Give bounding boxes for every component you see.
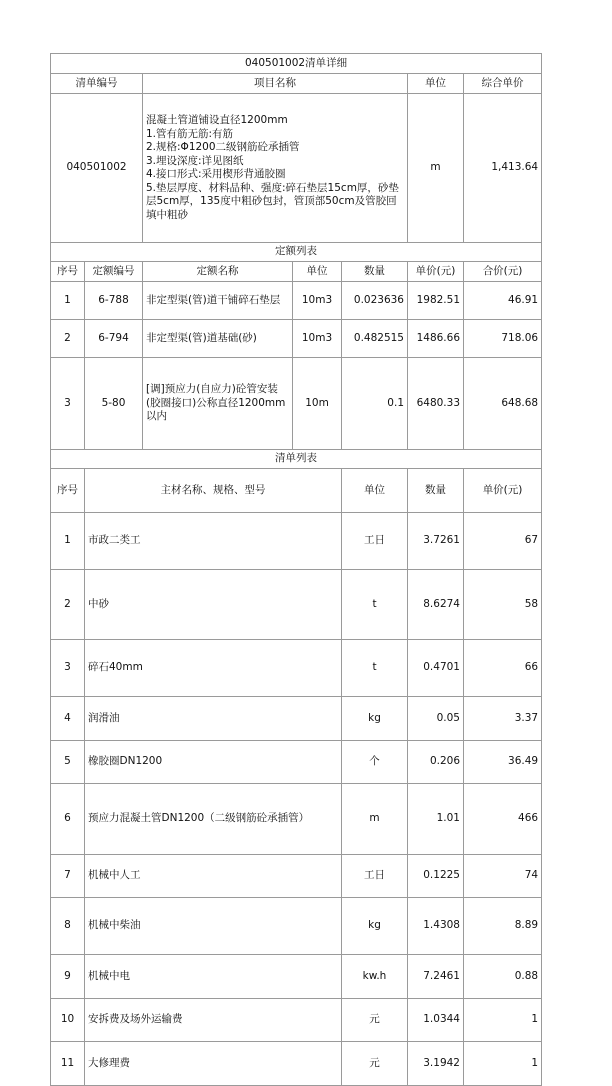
material-row <box>51 955 542 999</box>
material-price: 466 <box>464 784 542 855</box>
quota-header-qty: 数量 <box>342 262 408 282</box>
quota-header-unit: 单位 <box>293 262 342 282</box>
quota-price: 6480.33 <box>408 358 464 450</box>
quota-total: 648.68 <box>464 358 542 450</box>
quota-unit: 10m3 <box>293 282 342 320</box>
material-name: 碎石40mm <box>85 640 342 697</box>
material-unit: kg <box>342 898 408 955</box>
material-qty: 7.2461 <box>408 955 464 999</box>
quota-price: 1486.66 <box>408 320 464 358</box>
material-no: 1 <box>51 512 85 569</box>
material-row <box>51 898 542 955</box>
quota-price: 1982.51 <box>408 282 464 320</box>
material-name: 机械中柴油 <box>85 898 342 955</box>
quota-qty: 0.023636 <box>342 282 408 320</box>
material-no: 10 <box>51 998 85 1042</box>
material-unit: 元 <box>342 998 408 1042</box>
page-title: 040501002清单详细 <box>51 54 542 74</box>
quota-row <box>51 358 542 450</box>
material-qty: 1.0344 <box>408 998 464 1042</box>
material-row <box>51 854 542 898</box>
quota-header-no: 序号 <box>51 262 85 282</box>
material-unit: 工日 <box>342 512 408 569</box>
quota-header-code: 定额编号 <box>85 262 143 282</box>
material-unit: t <box>342 640 408 697</box>
material-price: 0.88 <box>464 955 542 999</box>
material-name: 机械中电 <box>85 955 342 999</box>
material-header-unit: 单位 <box>342 469 408 513</box>
material-qty: 8.6274 <box>408 569 464 640</box>
quota-header-row <box>51 262 542 282</box>
material-qty: 0.1225 <box>408 854 464 898</box>
quota-name: 非定型渠(管)道基础(砂) <box>143 320 293 358</box>
material-qty: 0.4701 <box>408 640 464 697</box>
material-name: 橡胶圈DN1200 <box>85 740 342 784</box>
material-unit: m <box>342 784 408 855</box>
material-no: 7 <box>51 854 85 898</box>
material-row <box>51 1042 542 1086</box>
quota-header-name: 定额名称 <box>143 262 293 282</box>
quota-qty: 0.482515 <box>342 320 408 358</box>
material-unit: 元 <box>342 1042 408 1086</box>
material-name: 机械中人工 <box>85 854 342 898</box>
material-section-title: 清单列表 <box>51 450 542 469</box>
material-qty: 1.4308 <box>408 898 464 955</box>
quota-name: [调]预应力(自应力)砼管安装(胶圈接口)公称直径1200mm以内 <box>143 358 293 450</box>
material-header-name: 主材名称、规格、型号 <box>85 469 342 513</box>
material-row <box>51 640 542 697</box>
quota-header-total: 合价(元) <box>464 262 542 282</box>
material-row <box>51 784 542 855</box>
material-header-row <box>51 469 542 513</box>
material-qty: 0.206 <box>408 740 464 784</box>
material-name: 预应力混凝土管DN1200（二级钢筋砼承插管） <box>85 784 342 855</box>
material-no: 9 <box>51 955 85 999</box>
item-unit-header: 单位 <box>408 74 464 94</box>
material-qty: 1.01 <box>408 784 464 855</box>
quota-code: 6-794 <box>85 320 143 358</box>
material-price: 74 <box>464 854 542 898</box>
material-price: 67 <box>464 512 542 569</box>
material-name: 中砂 <box>85 569 342 640</box>
item-price-header: 综合单价 <box>464 74 542 94</box>
item-code: 040501002 <box>51 94 143 243</box>
material-no: 5 <box>51 740 85 784</box>
material-qty: 0.05 <box>408 697 464 741</box>
item-code-header: 清单编号 <box>51 74 143 94</box>
quota-name: 非定型渠(管)道干铺碎石垫层 <box>143 282 293 320</box>
item-price: 1,413.64 <box>464 94 542 243</box>
material-no: 2 <box>51 569 85 640</box>
material-price: 36.49 <box>464 740 542 784</box>
material-unit: kg <box>342 697 408 741</box>
quota-header-price: 单价(元) <box>408 262 464 282</box>
quota-code: 5-80 <box>85 358 143 450</box>
quota-qty: 0.1 <box>342 358 408 450</box>
item-unit: m <box>408 94 464 243</box>
material-row <box>51 569 542 640</box>
quota-no: 3 <box>51 358 85 450</box>
material-no: 11 <box>51 1042 85 1086</box>
material-no: 3 <box>51 640 85 697</box>
material-name: 大修理费 <box>85 1042 342 1086</box>
quota-unit: 10m <box>293 358 342 450</box>
material-price: 58 <box>464 569 542 640</box>
bill-detail-table <box>50 53 542 1086</box>
material-row <box>51 512 542 569</box>
material-unit: t <box>342 569 408 640</box>
quota-row <box>51 282 542 320</box>
quota-no: 2 <box>51 320 85 358</box>
material-no: 8 <box>51 898 85 955</box>
material-name: 市政二类工 <box>85 512 342 569</box>
material-price: 3.37 <box>464 697 542 741</box>
material-rows <box>51 512 542 1085</box>
material-header-qty: 数量 <box>408 469 464 513</box>
quota-unit: 10m3 <box>293 320 342 358</box>
item-name-header: 项目名称 <box>143 74 408 94</box>
quota-total: 718.06 <box>464 320 542 358</box>
material-no: 4 <box>51 697 85 741</box>
material-header-no: 序号 <box>51 469 85 513</box>
material-price: 66 <box>464 640 542 697</box>
material-unit: kw.h <box>342 955 408 999</box>
material-price: 1 <box>464 1042 542 1086</box>
material-row <box>51 998 542 1042</box>
material-unit: 工日 <box>342 854 408 898</box>
item-description: 混凝土管道铺设直径1200mm 1.管有筋无筋:有筋 2.规格:Φ1200二级钢筋砼承插管 3.埋设深度:详见图纸 4.接口形式:采用楔形背通胶圈 5.垫层厚度、材料品种、强度:碎石垫层15cm厚，砂垫层5cm厚，135度中粗砂包封，管顶部50cm及管胶回填中粗砂 <box>143 94 408 243</box>
material-row <box>51 740 542 784</box>
quota-code: 6-788 <box>85 282 143 320</box>
material-price: 8.89 <box>464 898 542 955</box>
quota-no: 1 <box>51 282 85 320</box>
material-name: 润滑油 <box>85 697 342 741</box>
material-no: 6 <box>51 784 85 855</box>
material-name: 安拆费及场外运输费 <box>85 998 342 1042</box>
material-qty: 3.7261 <box>408 512 464 569</box>
material-row <box>51 697 542 741</box>
quota-total: 46.91 <box>464 282 542 320</box>
material-header-price: 单价(元) <box>464 469 542 513</box>
material-price: 1 <box>464 998 542 1042</box>
material-unit: 个 <box>342 740 408 784</box>
quota-section-title: 定额列表 <box>51 243 542 262</box>
material-qty: 3.1942 <box>408 1042 464 1086</box>
quota-row <box>51 320 542 358</box>
